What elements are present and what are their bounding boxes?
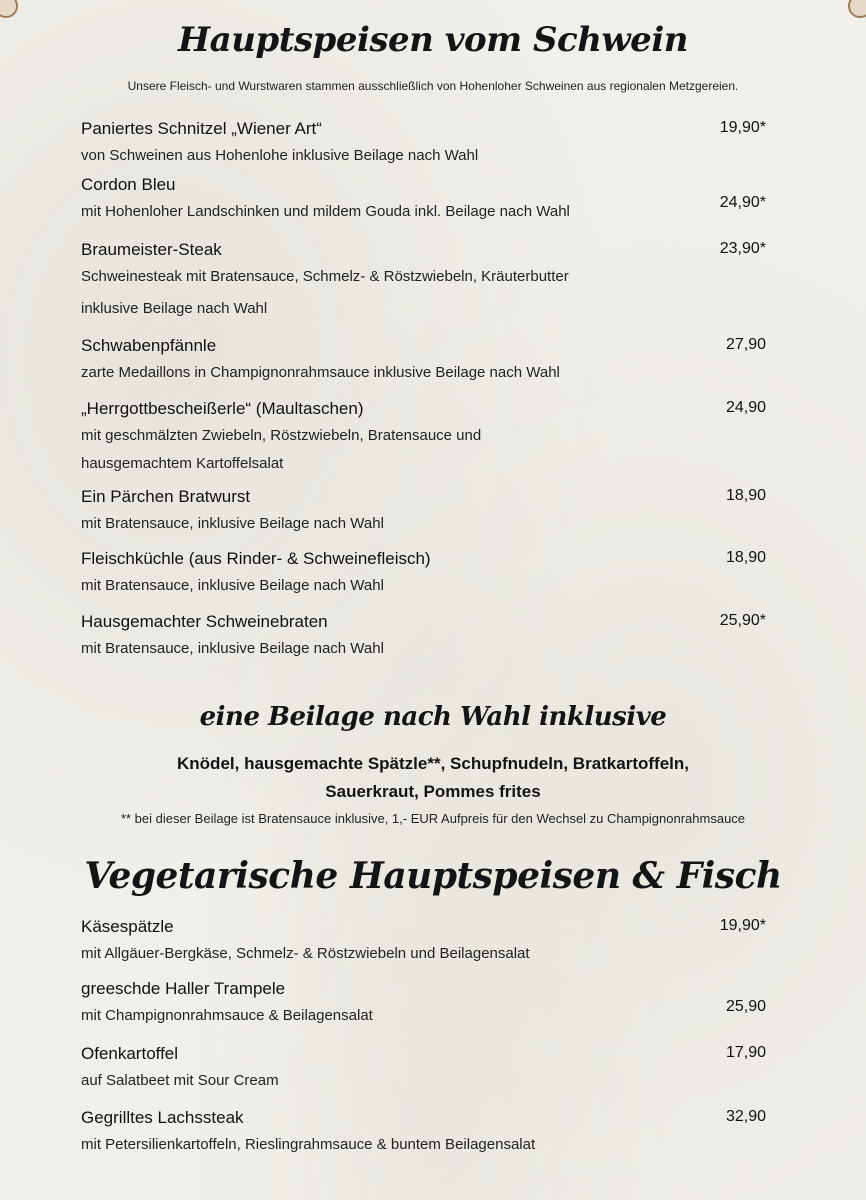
- item-desc-2: inklusive Beilage nach Wahl: [81, 300, 268, 317]
- item-desc: mit Champignonrahmsauce & Beilagensalat: [81, 1007, 373, 1024]
- menu-item: [81, 1105, 781, 1159]
- menu-item: [81, 333, 781, 387]
- item-price: 18,90: [725, 549, 766, 566]
- item-name: Schwabenpfännle: [81, 336, 217, 355]
- menu-item: [81, 116, 781, 170]
- item-name: „Herrgottbescheißerle“ (Maultaschen): [81, 399, 364, 418]
- item-desc: mit Bratensauce, inklusive Beilage nach Wahl: [81, 515, 384, 532]
- item-name: Ein Pärchen Bratwurst: [81, 487, 251, 506]
- sides-line-2: Sauerkraut, Pommes frites: [325, 782, 541, 801]
- item-price: 24,90: [725, 399, 766, 416]
- item-name: Cordon Bleu: [81, 175, 176, 194]
- item-desc: auf Salatbeet mit Sour Cream: [81, 1072, 279, 1089]
- item-name: Käsespätzle: [81, 917, 174, 936]
- item-desc: mit Hohenloher Landschinken und mildem Gouda inkl. Beilage nach Wahl: [81, 203, 570, 220]
- section-title-pork: Hauptspeisen vom Schwein: [178, 20, 688, 60]
- item-desc: zarte Medaillons in Champignonrahmsauce inklusive Beilage nach Wahl: [81, 364, 560, 381]
- sides-line-1: Knödel, hausgemachte Spätzle**, Schupfnudeln, Bratkartoffeln,: [177, 754, 689, 773]
- sides-footnote: ** bei dieser Beilage ist Bratensauce inklusive, 1,- EUR Aufpreis für den Wechsel zu Champignonrahmsauce: [120, 811, 746, 826]
- section-intro: Unsere Fleisch- und Wurstwaren stammen ausschließlich von Hohenloher Schweinen aus regionalen Metzgereien.: [127, 79, 739, 93]
- item-price: 23,90*: [719, 240, 766, 257]
- item-desc: mit Bratensauce, inklusive Beilage nach Wahl: [81, 577, 384, 594]
- item-price: 27,90: [725, 336, 766, 353]
- menu-item: [81, 1041, 781, 1095]
- item-price: 17,90: [725, 1044, 766, 1061]
- menu-item: [81, 609, 781, 663]
- item-price: 19,90*: [719, 917, 766, 934]
- item-name: Fleischküchle (aus Rinder- & Schweinefleisch): [81, 549, 431, 568]
- item-price: 25,90*: [719, 612, 766, 629]
- item-name: Hausgemachter Schweinebraten: [81, 612, 328, 631]
- item-name: Gegrilltes Lachssteak: [81, 1108, 244, 1127]
- item-price: 25,90: [725, 998, 766, 1015]
- item-desc: mit Allgäuer-Bergkäse, Schmelz- & Röstzwiebeln und Beilagensalat: [81, 945, 530, 962]
- item-name: Ofenkartoffel: [81, 1044, 179, 1063]
- item-desc: Schweinesteak mit Bratensauce, Schmelz- & Röstzwiebeln, Kräuterbutter: [81, 268, 569, 285]
- item-desc-2: hausgemachtem Kartoffelsalat: [81, 455, 284, 472]
- menu-item: [81, 237, 781, 323]
- menu-item: [81, 172, 781, 226]
- item-name: Braumeister-Steak: [81, 240, 222, 259]
- corner-ornament-icon: [848, 0, 866, 18]
- menu-item: [81, 396, 781, 478]
- item-price: 24,90*: [719, 194, 766, 211]
- item-desc: von Schweinen aus Hohenlohe inklusive Beilage nach Wahl: [81, 147, 479, 164]
- menu-item: [81, 546, 781, 600]
- item-desc: mit geschmälzten Zwiebeln, Röstzwiebeln, Bratensauce und: [81, 427, 482, 444]
- menu-item: [81, 976, 781, 1030]
- item-price: 19,90*: [719, 119, 766, 136]
- menu-item: [81, 484, 781, 538]
- menu-item: [81, 914, 781, 968]
- item-name: Paniertes Schnitzel „Wiener Art“: [81, 119, 322, 138]
- item-price: 32,90: [725, 1108, 766, 1125]
- item-desc: mit Petersilienkartoffeln, Rieslingrahmsauce & buntem Beilagensalat: [81, 1136, 536, 1153]
- item-price: 18,90: [725, 487, 766, 504]
- section-title-veg: Vegetarische Hauptspeisen & Fisch: [84, 855, 782, 897]
- item-name: greeschde Haller Trampele: [81, 979, 286, 998]
- corner-ornament-icon: [0, 0, 18, 18]
- section-title-sides: eine Beilage nach Wahl inklusive: [199, 702, 667, 732]
- item-desc: mit Bratensauce, inklusive Beilage nach Wahl: [81, 640, 384, 657]
